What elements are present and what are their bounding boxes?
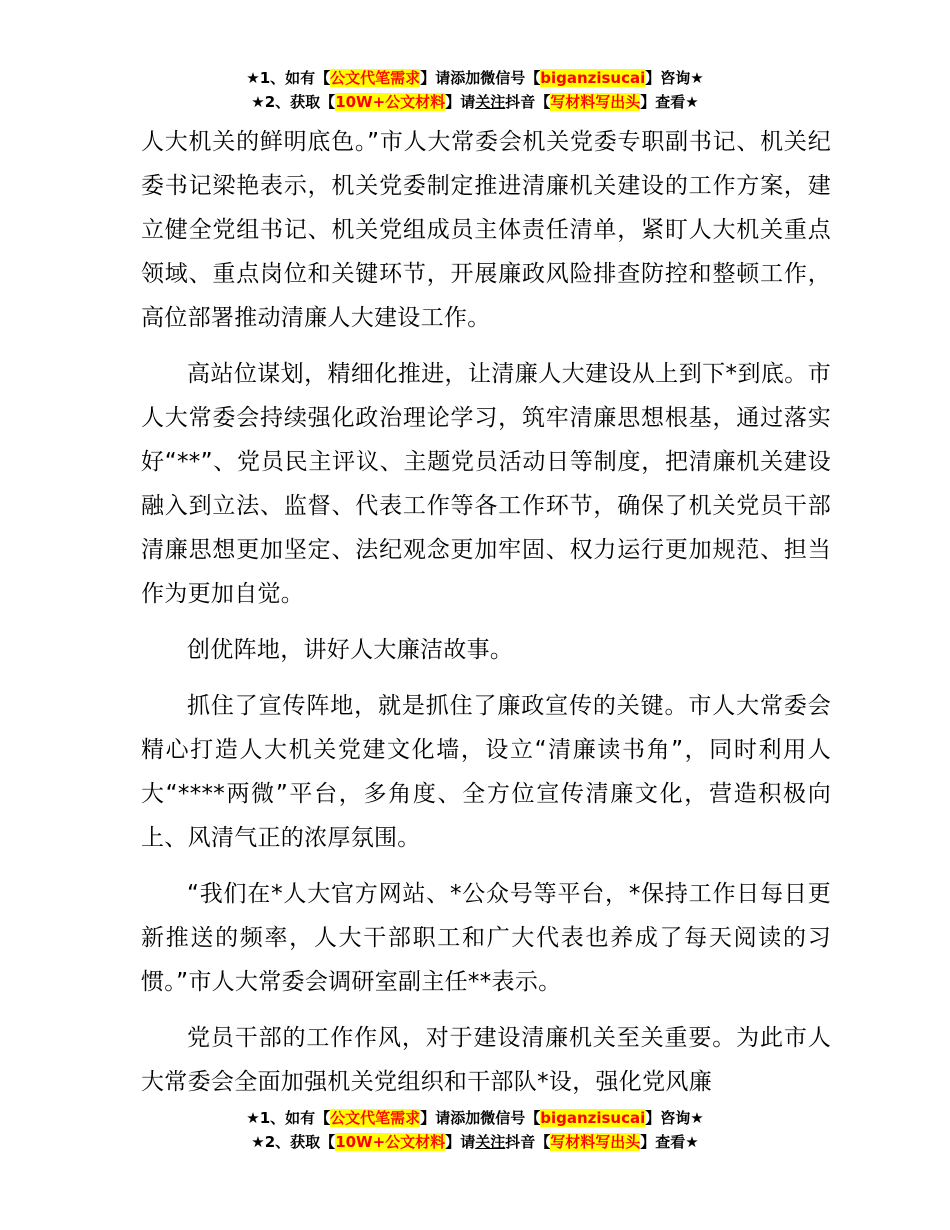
footer-line-2-mid-b: 抖音【	[505, 1133, 551, 1151]
header-highlight-douyin-account: 写材料写出头	[550, 93, 641, 111]
header-line-1-prefix: ★1、如有【	[246, 69, 331, 87]
header-line-1	[0, 66, 950, 90]
footer-line-2-prefix: ★2、获取【	[251, 1133, 336, 1151]
footer-line-1-prefix: ★1、如有【	[246, 1109, 331, 1127]
header-line-1-mid: 】请添加微信号【	[420, 69, 541, 87]
header-line-2-mid-a: 】请	[445, 93, 476, 111]
footer-highlight-ghostwriting: 公文代笔需求	[330, 1109, 421, 1127]
footer-line-1-suffix: 】咨询★	[645, 1109, 704, 1127]
document-body	[141, 120, 831, 1116]
footer-underlined-follow: 关注	[475, 1133, 506, 1151]
paragraph-3: 创优阵地，讲好人大廉洁故事。	[187, 637, 514, 663]
footer-line-2-mid-a: 】请	[445, 1133, 476, 1151]
footer-line-1	[0, 1106, 950, 1130]
header-highlight-wechat-id: biganzisucai	[540, 69, 646, 87]
header-underlined-follow: 关注	[475, 93, 506, 111]
header-highlight-materials: 10W+公文材料	[335, 93, 446, 111]
footer-line-2	[0, 1130, 950, 1154]
footer-banner	[0, 1106, 950, 1154]
paragraph-5: “我们在*人大官方网站、*公众号等平台，*保持工作日每日更新推送的频率，人大干部职工和广大代表也养成了每天阅读的习惯。”市人大常委会调研室副主任**表示。	[141, 881, 831, 995]
paragraph-2: 高站位谋划，精细化推进，让清廉人大建设从上到下*到底。市人大常委会持续强化政治理论学习，筑牢清廉思想根基，通过落实好“**”、党员民主评议、主题党员活动日等制度，把清廉机关建设融入到立法、监督、代表工作等各工作环节，确保了机关党员干部清廉思想更加坚定、法纪观念更加牢固、权力运行更加规范、担当作为更加自觉。	[141, 361, 831, 607]
header-line-1-suffix: 】咨询★	[645, 69, 704, 87]
header-line-2	[0, 90, 950, 114]
paragraph-1: 人大机关的鲜明底色。”市人大常委会机关党委专职副书记、机关纪委书记梁艳表示，机关党委制定推进清廉机关建设的工作方案，建立健全党组书记、机关党组成员主体责任清单，紧盯人大机关重点领域、重点岗位和关键环节，开展廉政风险排查防控和整顿工作，高位部署推动清廉人大建设工作。	[141, 129, 831, 331]
paragraph-6: 党员干部的工作作风，对于建设清廉机关至关重要。为此市人大常委会全面加强机关党组织和干部队*设，强化党风廉	[141, 1025, 831, 1095]
header-line-2-suffix: 】查看★	[640, 93, 699, 111]
header-banner	[0, 66, 950, 114]
paragraph-4: 抓住了宣传阵地，就是抓住了廉政宣传的关键。市人大常委会精心打造人大机关党建文化墙，设立“清廉读书角”，同时利用人大“****两微”平台，多角度、全方位宣传清廉文化，营造积极向上、风清气正的浓厚氛围。	[141, 693, 831, 851]
footer-line-2-suffix: 】查看★	[640, 1133, 699, 1151]
footer-highlight-materials: 10W+公文材料	[335, 1133, 446, 1151]
footer-highlight-douyin-account: 写材料写出头	[550, 1133, 641, 1151]
header-line-2-prefix: ★2、获取【	[251, 93, 336, 111]
header-highlight-ghostwriting: 公文代笔需求	[330, 69, 421, 87]
footer-highlight-wechat-id: biganzisucai	[540, 1109, 646, 1127]
header-line-2-mid-b: 抖音【	[505, 93, 551, 111]
footer-line-1-mid: 】请添加微信号【	[420, 1109, 541, 1127]
